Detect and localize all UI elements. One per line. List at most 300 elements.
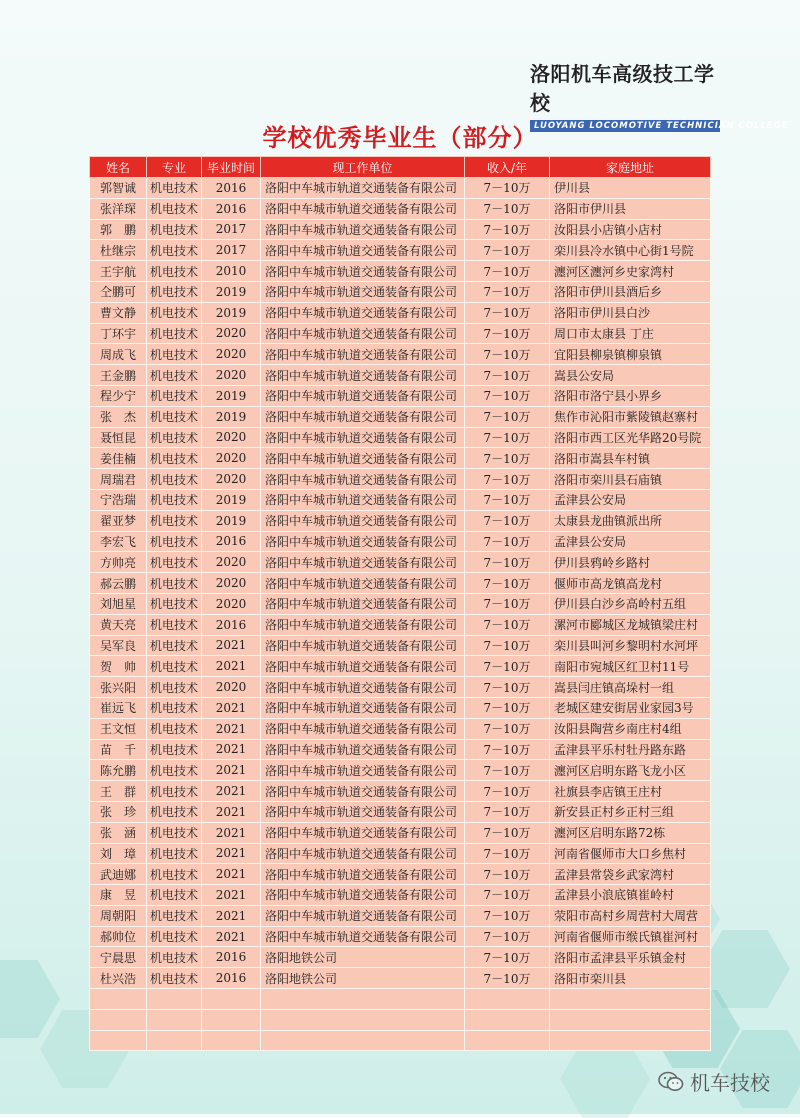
table-cell: 太康县龙曲镇派出所 (550, 510, 711, 531)
table-row (90, 739, 711, 760)
table-cell: 洛阳中车城市轨道交通装备有限公司 (261, 489, 465, 510)
table-cell: 2021 (202, 718, 261, 739)
table-row (90, 614, 711, 635)
table-cell: 伊川县鸦岭乡路村 (550, 552, 711, 573)
table-row (90, 489, 711, 510)
table-cell: 洛阳中车城市轨道交通装备有限公司 (261, 406, 465, 427)
table-cell: 洛阳中车城市轨道交通装备有限公司 (261, 240, 465, 261)
table-cell: 偃师市高龙镇高龙村 (550, 573, 711, 594)
table-cell: 机电技术 (147, 885, 202, 906)
table-cell: 7－10万 (465, 406, 550, 427)
table-cell: 2016 (202, 178, 261, 199)
table-cell: 机电技术 (147, 864, 202, 885)
table-cell: 2016 (202, 198, 261, 219)
wechat-icon (658, 1071, 684, 1093)
table-cell: 洛阳中车城市轨道交通装备有限公司 (261, 656, 465, 677)
table-cell: 2019 (202, 281, 261, 302)
table-cell: 周瑞君 (90, 469, 147, 490)
table-cell: 武迪娜 (90, 864, 147, 885)
table-cell: 张洋琛 (90, 198, 147, 219)
table-cell: 7－10万 (465, 219, 550, 240)
table-cell: 南阳市宛城区红卫村11号 (550, 656, 711, 677)
table-cell: 洛阳中车城市轨道交通装备有限公司 (261, 593, 465, 614)
table-cell: 机电技术 (147, 344, 202, 365)
table-row (90, 406, 711, 427)
table-cell: 2021 (202, 781, 261, 802)
table-cell: 宁晨思 (90, 947, 147, 968)
table-cell: 7－10万 (465, 593, 550, 614)
table-cell: 吴军良 (90, 635, 147, 656)
table-cell: 汝阳县陶营乡南庄村4组 (550, 718, 711, 739)
table-cell: 洛阳中车城市轨道交通装备有限公司 (261, 781, 465, 802)
table-cell: 洛阳市伊川县酒后乡 (550, 281, 711, 302)
table-cell: 机电技术 (147, 198, 202, 219)
table-cell: 洛阳地铁公司 (261, 947, 465, 968)
table-cell: 郭智诚 (90, 178, 147, 199)
table-cell: 2020 (202, 344, 261, 365)
table-cell: 2017 (202, 240, 261, 261)
table-row (90, 822, 711, 843)
page-title: 学校优秀毕业生（部分） (262, 124, 538, 152)
table-cell: 2020 (202, 323, 261, 344)
table-cell: 2021 (202, 760, 261, 781)
table-cell: 机电技术 (147, 531, 202, 552)
table-cell: 2021 (202, 905, 261, 926)
table-cell: 2021 (202, 822, 261, 843)
table-cell: 刘 璋 (90, 843, 147, 864)
table-cell: 王金鹏 (90, 365, 147, 386)
table-cell: 王 群 (90, 781, 147, 802)
table-cell: 杜兴浩 (90, 968, 147, 989)
table-cell: 丁环宇 (90, 323, 147, 344)
table-row (90, 1009, 711, 1030)
table-cell: 方帅亮 (90, 552, 147, 573)
table-row (90, 531, 711, 552)
table-row (90, 947, 711, 968)
table-cell: 漯河市郾城区龙城镇梁庄村 (550, 614, 711, 635)
table-cell: 7－10万 (465, 531, 550, 552)
column-header: 收入/年 (465, 157, 550, 178)
table-row (90, 448, 711, 469)
table-cell: 7－10万 (465, 614, 550, 635)
table-cell: 2021 (202, 864, 261, 885)
table-cell: 荥阳市高村乡周营村大周营 (550, 905, 711, 926)
table-cell: 机电技术 (147, 801, 202, 822)
table-cell: 机电技术 (147, 510, 202, 531)
column-header: 专业 (147, 157, 202, 178)
table-cell: 刘旭星 (90, 593, 147, 614)
table-cell: 机电技术 (147, 469, 202, 490)
table-cell: 7－10万 (465, 635, 550, 656)
table-cell: 洛阳中车城市轨道交通装备有限公司 (261, 843, 465, 864)
table-cell: 洛阳中车城市轨道交通装备有限公司 (261, 281, 465, 302)
table-cell: 洛阳中车城市轨道交通装备有限公司 (261, 552, 465, 573)
table-cell: 栾川县叫河乡黎明村水河坪 (550, 635, 711, 656)
table-cell: 洛阳市伊川县白沙 (550, 302, 711, 323)
table-cell: 7－10万 (465, 781, 550, 802)
table-body (90, 178, 711, 1051)
table-cell: 机电技术 (147, 385, 202, 406)
table-row (90, 198, 711, 219)
table-cell: 2020 (202, 427, 261, 448)
table-row (90, 905, 711, 926)
table-cell: 孟津县常袋乡武家湾村 (550, 864, 711, 885)
footer-brand (658, 1067, 770, 1096)
table-cell: 2020 (202, 593, 261, 614)
table-cell: 2019 (202, 510, 261, 531)
table-cell: 7－10万 (465, 843, 550, 864)
table-row (90, 510, 711, 531)
table-cell: 2010 (202, 261, 261, 282)
table-cell: 7－10万 (465, 510, 550, 531)
table-cell: 7－10万 (465, 448, 550, 469)
school-name-en: LUOYANG LOCOMOTIVE TECHNICIAN COLLEGE (530, 120, 720, 132)
table-cell: 7－10万 (465, 323, 550, 344)
table-cell: 2021 (202, 656, 261, 677)
table-row (90, 656, 711, 677)
table-cell: 7－10万 (465, 552, 550, 573)
table-cell: 洛阳中车城市轨道交通装备有限公司 (261, 760, 465, 781)
table-cell (465, 1030, 550, 1051)
table-cell: 洛阳中车城市轨道交通装备有限公司 (261, 614, 465, 635)
table-row (90, 323, 711, 344)
table-cell: 汝阳县小店镇小店村 (550, 219, 711, 240)
table-cell: 2016 (202, 968, 261, 989)
table-cell (202, 1009, 261, 1030)
table-cell: 洛阳市孟津县平乐镇金村 (550, 947, 711, 968)
table-cell (90, 1009, 147, 1030)
table-cell: 7－10万 (465, 385, 550, 406)
table-cell: 7－10万 (465, 968, 550, 989)
table-cell: 洛阳市伊川县 (550, 198, 711, 219)
table-cell: 机电技术 (147, 261, 202, 282)
table-cell: 洛阳中车城市轨道交通装备有限公司 (261, 697, 465, 718)
table-cell: 2021 (202, 635, 261, 656)
table-cell: 7－10万 (465, 885, 550, 906)
table-cell: 机电技术 (147, 760, 202, 781)
table-cell: 黄天亮 (90, 614, 147, 635)
table-cell: 洛阳市栾川县 (550, 968, 711, 989)
table-cell: 仝鹏可 (90, 281, 147, 302)
table-cell: 机电技术 (147, 178, 202, 199)
table-cell (147, 989, 202, 1010)
table-row (90, 968, 711, 989)
table-cell: 机电技术 (147, 947, 202, 968)
table-row (90, 469, 711, 490)
table-row (90, 801, 711, 822)
table-cell: 曹文静 (90, 302, 147, 323)
table-cell: 孟津县公安局 (550, 489, 711, 510)
table-cell: 机电技术 (147, 219, 202, 240)
table-cell: 康 昱 (90, 885, 147, 906)
table-cell: 2020 (202, 469, 261, 490)
table-row (90, 677, 711, 698)
table-cell: 7－10万 (465, 489, 550, 510)
table-cell: 洛阳市洛宁县小界乡 (550, 385, 711, 406)
column-header: 姓名 (90, 157, 147, 178)
table-cell: 孟津县平乐村牡丹路东路 (550, 739, 711, 760)
table-cell: 洛阳中车城市轨道交通装备有限公司 (261, 178, 465, 199)
table-cell: 机电技术 (147, 635, 202, 656)
table-cell: 机电技术 (147, 302, 202, 323)
table-cell: 程少宁 (90, 385, 147, 406)
table-cell: 洛阳市嵩县车村镇 (550, 448, 711, 469)
table-cell: 机电技术 (147, 406, 202, 427)
table-cell: 机电技术 (147, 593, 202, 614)
table-cell: 2021 (202, 801, 261, 822)
table-cell: 7－10万 (465, 947, 550, 968)
table-cell: 宜阳县柳泉镇柳泉镇 (550, 344, 711, 365)
table-cell: 7－10万 (465, 864, 550, 885)
table-cell: 洛阳中车城市轨道交通装备有限公司 (261, 531, 465, 552)
table-cell: 机电技术 (147, 677, 202, 698)
table-row (90, 302, 711, 323)
table-cell: 2021 (202, 739, 261, 760)
table-cell: 伊川县 (550, 178, 711, 199)
table-cell: 2019 (202, 406, 261, 427)
table-cell: 洛阳中车城市轨道交通装备有限公司 (261, 677, 465, 698)
table-cell: 洛阳中车城市轨道交通装备有限公司 (261, 198, 465, 219)
table-cell: 7－10万 (465, 261, 550, 282)
table-row (90, 344, 711, 365)
table-cell (261, 1009, 465, 1030)
column-header: 毕业时间 (202, 157, 261, 178)
table-cell: 机电技术 (147, 781, 202, 802)
table-cell: 机电技术 (147, 614, 202, 635)
table-cell: 陈允鹏 (90, 760, 147, 781)
table-cell: 洛阳市栾川县石庙镇 (550, 469, 711, 490)
table-cell: 2020 (202, 448, 261, 469)
table-cell: 瀍河区启明东路72栋 (550, 822, 711, 843)
table-cell: 洛阳中车城市轨道交通装备有限公司 (261, 510, 465, 531)
table-row (90, 365, 711, 386)
table-cell (261, 1030, 465, 1051)
table-cell: 7－10万 (465, 926, 550, 947)
table-cell: 贺 帅 (90, 656, 147, 677)
table-cell: 洛阳中车城市轨道交通装备有限公司 (261, 718, 465, 739)
table-cell: 洛阳中车城市轨道交通装备有限公司 (261, 905, 465, 926)
table-cell: 瀍河区瀍河乡史家湾村 (550, 261, 711, 282)
table-cell: 2019 (202, 302, 261, 323)
table-cell: 河南省偃师市缑氏镇崔河村 (550, 926, 711, 947)
table-row (90, 385, 711, 406)
table-cell: 洛阳中车城市轨道交通装备有限公司 (261, 926, 465, 947)
table-cell: 张 涵 (90, 822, 147, 843)
table-cell: 2016 (202, 947, 261, 968)
table-cell: 2020 (202, 552, 261, 573)
table-cell: 张 珍 (90, 801, 147, 822)
table-cell: 7－10万 (465, 801, 550, 822)
table-cell: 张 杰 (90, 406, 147, 427)
table-cell: 嵩县闫庄镇高垛村一组 (550, 677, 711, 698)
table-cell: 2016 (202, 531, 261, 552)
table-cell: 姜佳楠 (90, 448, 147, 469)
table-cell: 2019 (202, 385, 261, 406)
graduates-table (89, 156, 711, 1051)
table-cell: 社旗县李店镇王庄村 (550, 781, 711, 802)
table-cell: 7－10万 (465, 427, 550, 448)
table-cell: 机电技术 (147, 281, 202, 302)
table-cell: 焦作市沁阳市紫陵镇赵寨村 (550, 406, 711, 427)
table-cell: 新安县正村乡正村三组 (550, 801, 711, 822)
table-cell: 周成飞 (90, 344, 147, 365)
table-row (90, 926, 711, 947)
table-cell: 7－10万 (465, 302, 550, 323)
table-cell: 2020 (202, 573, 261, 594)
table-cell: 7－10万 (465, 718, 550, 739)
table-row (90, 760, 711, 781)
table-cell: 洛阳中车城市轨道交通装备有限公司 (261, 448, 465, 469)
table-cell: 机电技术 (147, 822, 202, 843)
table-cell: 洛阳中车城市轨道交通装备有限公司 (261, 427, 465, 448)
table-cell: 2020 (202, 365, 261, 386)
table-cell: 张兴阳 (90, 677, 147, 698)
table-cell: 7－10万 (465, 739, 550, 760)
table-row (90, 219, 711, 240)
table-cell: 7－10万 (465, 281, 550, 302)
table-cell: 郝帅位 (90, 926, 147, 947)
table-cell: 洛阳中车城市轨道交通装备有限公司 (261, 469, 465, 490)
table-cell: 洛阳市西工区光华路20号院 (550, 427, 711, 448)
table-cell: 7－10万 (465, 469, 550, 490)
table-row (90, 843, 711, 864)
table-cell (90, 1030, 147, 1051)
table-cell: 机电技术 (147, 323, 202, 344)
table-cell: 7－10万 (465, 697, 550, 718)
table-cell: 洛阳中车城市轨道交通装备有限公司 (261, 739, 465, 760)
table-cell: 机电技术 (147, 697, 202, 718)
table-cell: 孟津县公安局 (550, 531, 711, 552)
table-cell: 7－10万 (465, 677, 550, 698)
table-cell: 瀍河区启明东路飞龙小区 (550, 760, 711, 781)
table-cell: 周口市太康县 丁庄 (550, 323, 711, 344)
table-cell: 聂恒昆 (90, 427, 147, 448)
table-row (90, 885, 711, 906)
table-cell: 2016 (202, 614, 261, 635)
table-cell: 7－10万 (465, 760, 550, 781)
table-row (90, 781, 711, 802)
table-row (90, 240, 711, 261)
table-cell: 7－10万 (465, 573, 550, 594)
table-row (90, 281, 711, 302)
table-cell (147, 1030, 202, 1051)
table-row (90, 427, 711, 448)
table-cell: 洛阳中车城市轨道交通装备有限公司 (261, 385, 465, 406)
table-cell: 7－10万 (465, 905, 550, 926)
table-cell: 洛阳中车城市轨道交通装备有限公司 (261, 864, 465, 885)
footer-brand-label: 机车技校 (690, 1071, 770, 1095)
table-cell: 机电技术 (147, 365, 202, 386)
table-row (90, 697, 711, 718)
table-cell: 郭 鹏 (90, 219, 147, 240)
table-cell: 2021 (202, 697, 261, 718)
table-cell: 7－10万 (465, 198, 550, 219)
table-cell: 苗 千 (90, 739, 147, 760)
table-cell (550, 989, 711, 1010)
table-header-row (90, 157, 711, 178)
table-cell: 机电技术 (147, 718, 202, 739)
table-row (90, 261, 711, 282)
table-row (90, 552, 711, 573)
table-cell: 7－10万 (465, 822, 550, 843)
table-cell (465, 1009, 550, 1030)
table-cell: 李宏飞 (90, 531, 147, 552)
table-cell (550, 1030, 711, 1051)
table-cell (147, 1009, 202, 1030)
table-cell: 河南省偃师市大口乡焦村 (550, 843, 711, 864)
table-cell: 7－10万 (465, 240, 550, 261)
table-cell: 洛阳中车城市轨道交通装备有限公司 (261, 573, 465, 594)
table-cell: 机电技术 (147, 656, 202, 677)
table-cell: 栾川县冷水镇中心街1号院 (550, 240, 711, 261)
table-cell: 崔远飞 (90, 697, 147, 718)
table-cell: 2020 (202, 677, 261, 698)
table-row (90, 635, 711, 656)
table-cell: 机电技术 (147, 448, 202, 469)
table-cell: 洛阳中车城市轨道交通装备有限公司 (261, 323, 465, 344)
table-cell: 洛阳中车城市轨道交通装备有限公司 (261, 885, 465, 906)
table-cell (261, 989, 465, 1010)
table-cell: 翟亚梦 (90, 510, 147, 531)
table-cell: 孟津县小浪底镇崔岭村 (550, 885, 711, 906)
table-cell (465, 989, 550, 1010)
table-cell: 洛阳中车城市轨道交通装备有限公司 (261, 302, 465, 323)
table-cell (202, 1030, 261, 1051)
table-cell: 周朝阳 (90, 905, 147, 926)
table-cell: 机电技术 (147, 489, 202, 510)
table-cell: 洛阳中车城市轨道交通装备有限公司 (261, 344, 465, 365)
table-cell: 2019 (202, 489, 261, 510)
table-cell: 洛阳中车城市轨道交通装备有限公司 (261, 822, 465, 843)
table-cell: 洛阳地铁公司 (261, 968, 465, 989)
column-header: 家庭地址 (550, 157, 711, 178)
table-cell: 2021 (202, 843, 261, 864)
table-row (90, 593, 711, 614)
table-cell: 洛阳中车城市轨道交通装备有限公司 (261, 365, 465, 386)
table-row (90, 864, 711, 885)
table-cell: 2021 (202, 926, 261, 947)
table-row (90, 1030, 711, 1051)
table-cell: 7－10万 (465, 344, 550, 365)
table-cell: 机电技术 (147, 739, 202, 760)
table-cell: 机电技术 (147, 552, 202, 573)
table-cell: 老城区建安街居业家园3号 (550, 697, 711, 718)
table-cell: 宁浩瑞 (90, 489, 147, 510)
table-row (90, 178, 711, 199)
table-cell: 机电技术 (147, 843, 202, 864)
table-cell: 7－10万 (465, 656, 550, 677)
table-cell: 机电技术 (147, 926, 202, 947)
table-cell (202, 989, 261, 1010)
column-header: 现工作单位 (261, 157, 465, 178)
table-cell: 嵩县公安局 (550, 365, 711, 386)
table-cell: 洛阳中车城市轨道交通装备有限公司 (261, 261, 465, 282)
table-cell: 洛阳中车城市轨道交通装备有限公司 (261, 219, 465, 240)
table-cell: 洛阳中车城市轨道交通装备有限公司 (261, 635, 465, 656)
table-row (90, 573, 711, 594)
school-name: 洛阳机车高级技工学校 (530, 62, 715, 115)
table-cell: 伊川县白沙乡高岭村五组 (550, 593, 711, 614)
table-cell (550, 1009, 711, 1030)
table-cell: 7－10万 (465, 365, 550, 386)
table-cell: 7－10万 (465, 178, 550, 199)
table-cell: 杜继宗 (90, 240, 147, 261)
table-row (90, 718, 711, 739)
table-cell (90, 989, 147, 1010)
table-cell: 2021 (202, 885, 261, 906)
table-cell: 洛阳中车城市轨道交通装备有限公司 (261, 801, 465, 822)
table-cell: 王文恒 (90, 718, 147, 739)
